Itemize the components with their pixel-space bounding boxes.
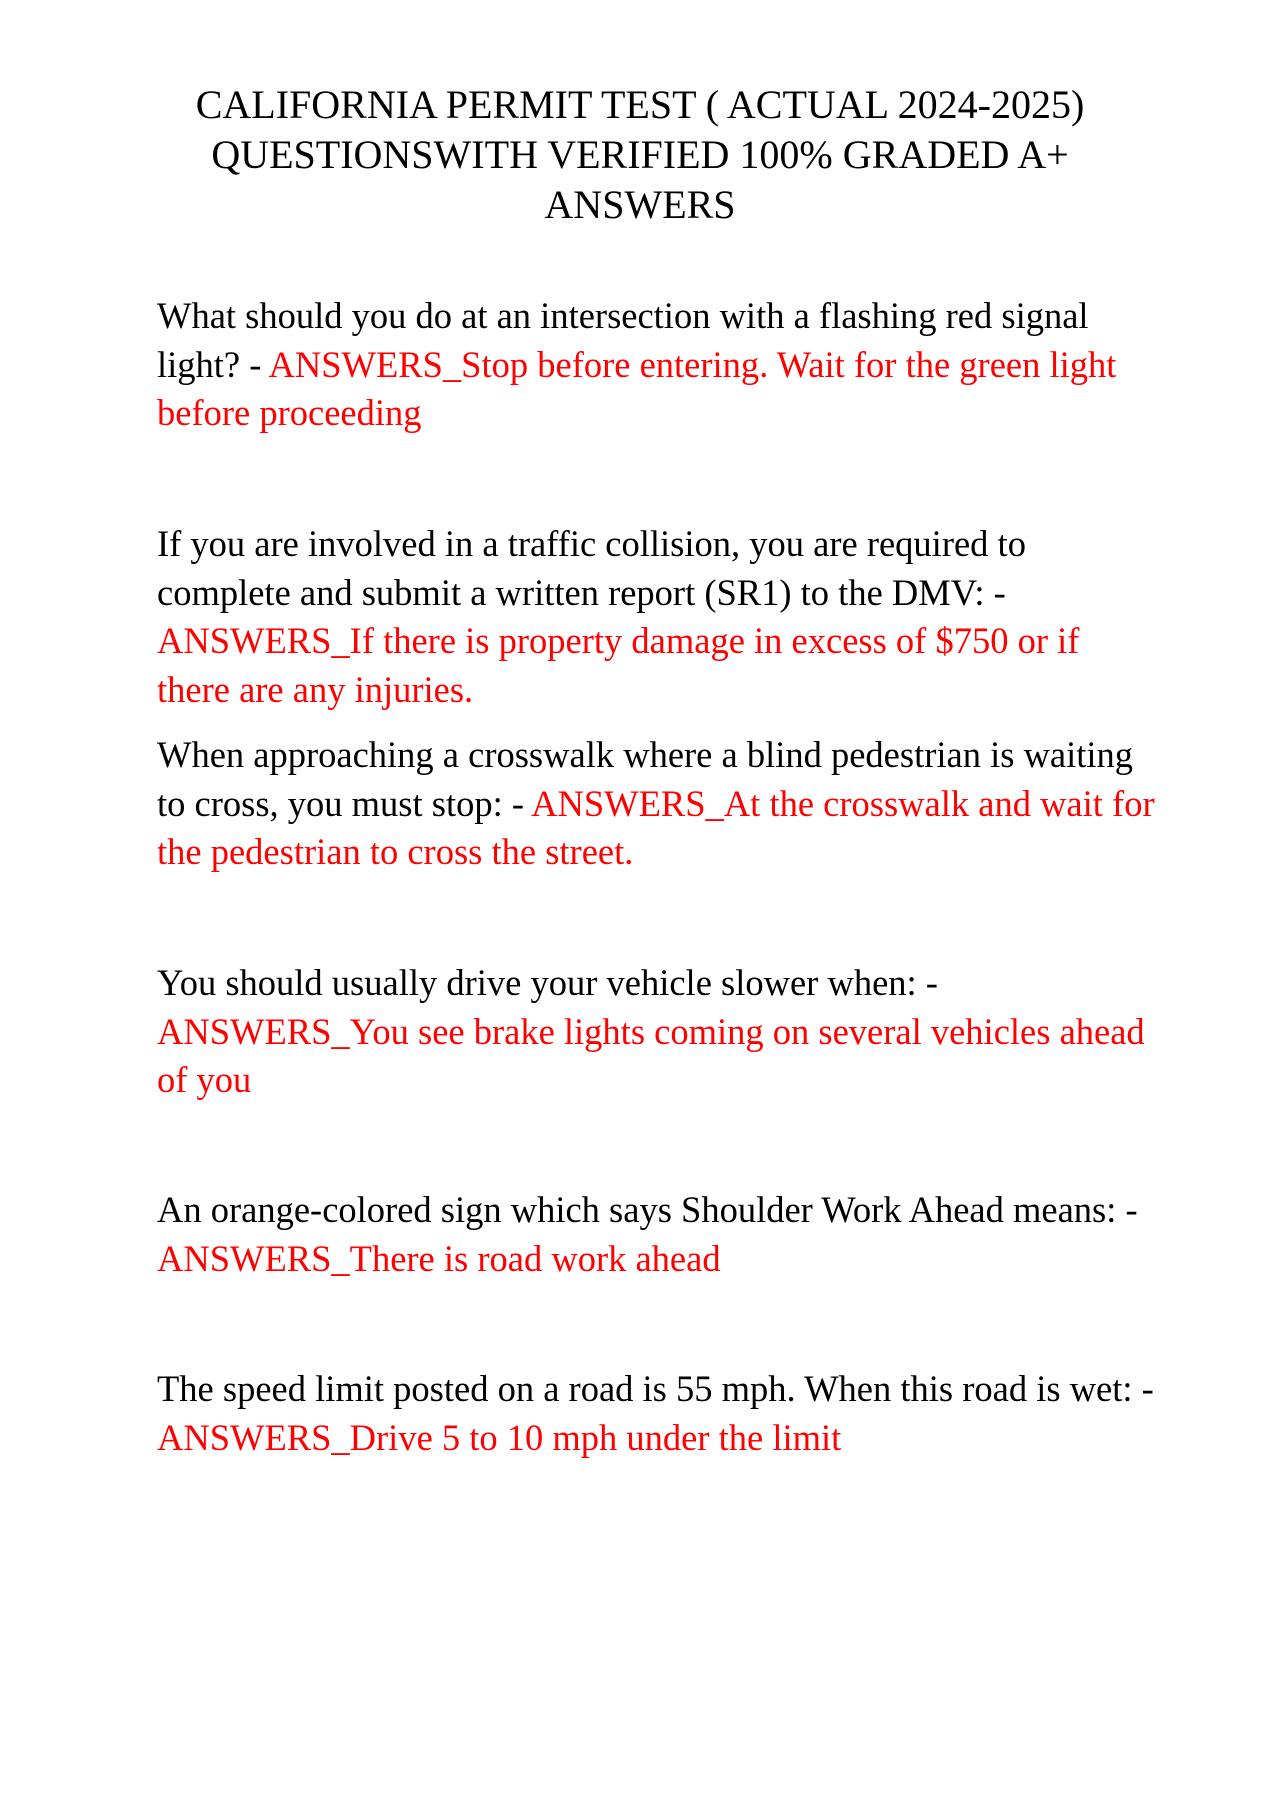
- qa-item-2: [157, 520, 1157, 714]
- question-text: What should you do at an intersection with a flashing red signal light? -: [157, 295, 1089, 385]
- title-line-3: ANSWERS: [544, 182, 736, 227]
- question-text: When approaching a crosswalk where a blind pedestrian is waiting to cross, you must stop: -: [157, 734, 1134, 824]
- question-text: You should usually drive your vehicle slower when: -: [157, 962, 938, 1003]
- qa-item-3: [157, 731, 1157, 877]
- answer-text: ANSWERS_You see brake lights coming on several vehicles ahead of you: [157, 1010, 1145, 1100]
- answer-text: ANSWERS_At the crosswalk and wait for the pedestrian to cross the street.: [157, 782, 1155, 872]
- qa-item-6: [157, 1365, 1157, 1462]
- title-line-1: CALIFORNIA PERMIT TEST ( ACTUAL 2024-2025): [195, 82, 1085, 127]
- answer-text: ANSWERS_Stop before entering. Wait for the green light before proceeding: [157, 343, 1117, 433]
- qa-item-1: [157, 292, 1157, 438]
- answer-text: ANSWERS_There is road work ahead: [157, 1237, 721, 1279]
- qa-item-5: [157, 1186, 1157, 1283]
- question-text: An orange-colored sign which says Shoulder Work Ahead means: -: [157, 1189, 1138, 1230]
- answer-text: ANSWERS_If there is property damage in excess of $750 or if there are any injuries.: [157, 620, 1080, 710]
- qa-item-4: [157, 959, 1157, 1105]
- title-line-2: QUESTIONSWITH VERIFIED 100% GRADED A+: [211, 132, 1069, 177]
- question-text: If you are involved in a traffic collision, you are required to complete and submit a written report (SR1) to the DMV: -: [157, 523, 1026, 613]
- answer-text: ANSWERS_Drive 5 to 10 mph under the limit: [157, 1416, 842, 1458]
- document-title: [140, 80, 1140, 230]
- question-text: The speed limit posted on a road is 55 mph. When this road is wet: -: [157, 1368, 1154, 1409]
